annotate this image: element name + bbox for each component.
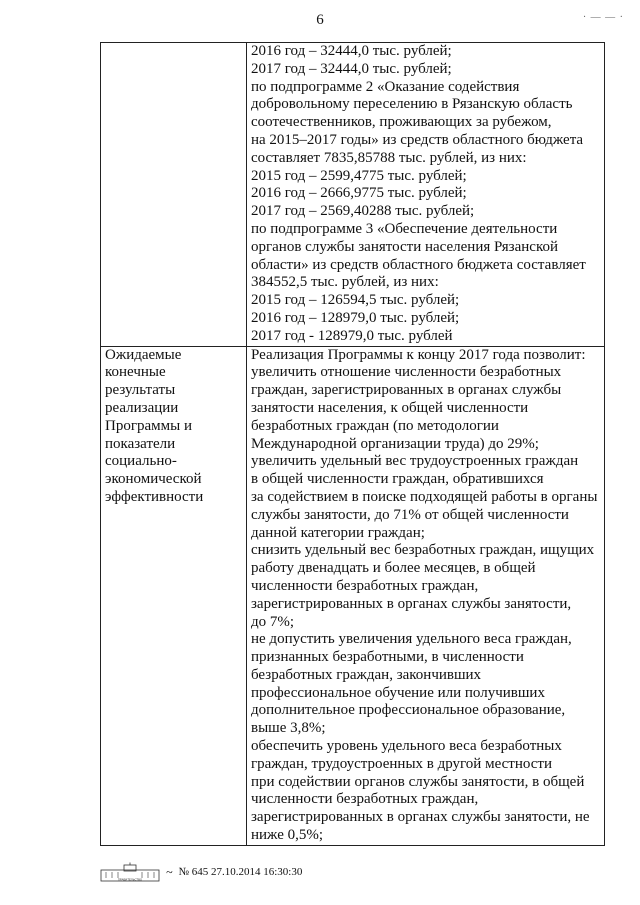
text-line: ниже 0,5%;: [251, 827, 324, 844]
text-line: обеспечить уровень удельного веса безработных: [251, 738, 562, 755]
text-line: Ожидаемые: [105, 346, 182, 363]
table-row-funding: [101, 43, 605, 347]
row-expected-results-label-cell: [101, 346, 247, 845]
text-line: признанных безработными, в численности: [251, 649, 524, 666]
text-line: добровольному переселению в Рязанскую область: [251, 96, 573, 113]
text-line: безработных граждан (по методологии: [251, 417, 499, 434]
text-line: 2017 год - 128979,0 тыс. рублей: [251, 327, 453, 344]
text-line: в общей численности граждан, обратившихся: [251, 471, 544, 488]
text-line: 2016 год – 2666,9775 тыс. рублей;: [251, 185, 467, 202]
text-line: экономической: [105, 471, 202, 488]
text-line: зарегистрированных в органах службы занятости,: [251, 595, 572, 612]
text-line: области» из средств областного бюджета составляет: [251, 256, 586, 273]
text-line: занятости населения, к общей численности: [251, 399, 529, 416]
document-registration-info: № 645 27.10.2014 16:30:30: [178, 866, 303, 878]
text-line: зарегистрированных в органах службы занятости, не: [251, 809, 590, 826]
text-line: не допустить увеличения удельного веса граждан,: [251, 631, 572, 648]
row-funding-content-cell: [247, 43, 605, 347]
text-line: увеличить удельный вес трудоустроенных граждан: [251, 453, 579, 470]
text-line: данной категории граждан;: [251, 524, 425, 541]
text-line: по подпрограмме 3 «Обеспечение деятельности: [251, 220, 558, 237]
hash-mark: ~: [166, 864, 173, 879]
text-line: Международной организации труда) до 29%;: [251, 435, 539, 452]
text-line: снизить удельный вес безработных граждан, ищущих: [251, 542, 595, 559]
text-line: по подпрограмме 2 «Оказание содействия: [251, 78, 520, 95]
text-line: 2017 год – 32444,0 тыс. рублей;: [251, 60, 452, 77]
text-line: 2016 год – 32444,0 тыс. рублей;: [251, 43, 452, 59]
text-line: социально-: [105, 453, 177, 470]
page-number: 6: [316, 12, 324, 28]
text-line: за содействием в поиске подходящей работы в органы: [251, 488, 598, 505]
text-line: при содействии органов службы занятости, в общей: [251, 773, 585, 790]
text-line: конечные: [105, 364, 166, 381]
text-line: профессиональное обучение или получивших: [251, 684, 545, 701]
text-line: на 2015–2017 годы» из средств областного бюджета: [251, 131, 584, 148]
text-line: реализации: [105, 399, 179, 416]
text-line: соотечественников, проживающих за рубежом,: [251, 114, 552, 131]
text-line: службы занятости, до 71% от общей численности: [251, 506, 569, 523]
text-line: численности безработных граждан,: [251, 791, 479, 808]
row-funding-label-cell: [101, 43, 247, 347]
program-passport-table: [100, 42, 605, 846]
text-line: 2015 год – 126594,5 тыс. рублей;: [251, 292, 460, 309]
row-expected-results-content-cell: [247, 346, 605, 845]
text-line: граждан, зарегистрированных в органах службы: [251, 382, 562, 399]
text-line: увеличить отношение численности безработных: [251, 364, 562, 381]
text-line: безработных граждан, закончивших: [251, 666, 482, 683]
corner-scan-mark: · — — ·: [582, 12, 624, 23]
text-line: 2017 год – 2569,40288 тыс. рублей;: [251, 203, 475, 220]
text-line: 2015 год – 2599,4775 тыс. рублей;: [251, 167, 467, 184]
government-building-stamp-icon: [100, 862, 160, 882]
text-line: составляет 7835,85788 тыс. рублей, из них:: [251, 149, 527, 166]
text-line: показатели: [105, 435, 176, 452]
text-line: эффективности: [105, 488, 204, 505]
text-line: органов службы занятости населения Рязанской: [251, 238, 558, 255]
text-line: результаты: [105, 382, 176, 399]
document-footer: [100, 862, 302, 882]
text-line: численности безработных граждан,: [251, 577, 479, 594]
text-line: Реализация Программы к концу 2017 года позволит:: [251, 346, 586, 363]
text-line: работу двенадцать и более месяцев, в общей: [251, 560, 536, 577]
text-line: Программы и: [105, 417, 192, 434]
table-row-expected-results: [101, 346, 605, 845]
text-line: граждан, трудоустроенных в другой местности: [251, 755, 552, 772]
text-line: до 7%;: [251, 613, 295, 630]
stamp-caption: ПРАВИТЕЛЬСТВО: [117, 877, 143, 882]
text-line: 2016 год – 128979,0 тыс. рублей;: [251, 309, 460, 326]
text-line: дополнительное профессиональное образование,: [251, 702, 566, 719]
text-line: 384552,5 тыс. рублей, из них:: [251, 274, 439, 291]
text-line: выше 3,8%;: [251, 720, 326, 737]
